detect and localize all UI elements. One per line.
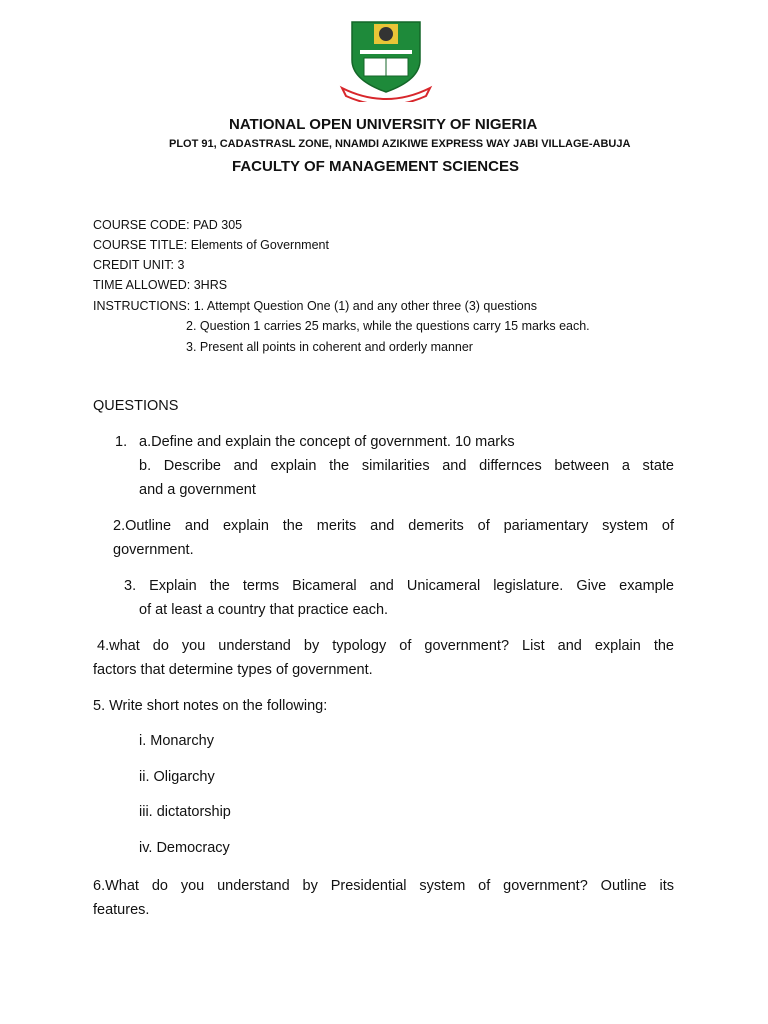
question-4-line-1: 4.what do you understand by typology of government? List and explain the — [97, 638, 674, 654]
question-4-line-2: factors that determine types of government. — [93, 662, 373, 678]
question-3 — [124, 574, 674, 622]
question-5-item: i. Monarchy — [139, 733, 214, 749]
question-1b-line-1: b. Describe and explain the similarities and differnces between a state — [139, 458, 674, 474]
instruction-3: 3. Present all points in coherent and orderly manner — [186, 340, 473, 354]
question-6-line-1: 6.What do you understand by Presidential system of government? Outline its — [93, 878, 674, 894]
question-2 — [113, 514, 674, 562]
question-6-line-2: features. — [93, 902, 150, 918]
question-5-item: iii. dictatorship — [139, 804, 231, 820]
instruction-2: 2. Question 1 carries 25 marks, while the questions carry 15 marks each. — [186, 319, 590, 333]
university-address: PLOT 91, CADASTRASL ZONE, NNAMDI AZIKIWE EXPRESS WAY JABI VILLAGE-ABUJA — [169, 138, 631, 150]
university-crest-logo — [338, 18, 434, 102]
question-4 — [93, 634, 674, 682]
questions-heading: QUESTIONS — [93, 398, 179, 414]
question-3-line-2: of at least a country that practice each. — [139, 602, 389, 618]
question-1b — [139, 454, 674, 502]
credit-unit: CREDIT UNIT: 3 — [93, 258, 185, 272]
question-5: 5. Write short notes on the following: — [93, 698, 328, 714]
faculty-name: FACULTY OF MANAGEMENT SCIENCES — [232, 158, 519, 175]
time-allowed: TIME ALLOWED: 3HRS — [93, 278, 228, 292]
question-1a: a.Define and explain the concept of government. 10 marks — [139, 434, 515, 450]
question-6 — [93, 874, 674, 922]
course-title: COURSE TITLE: Elements of Government — [93, 238, 329, 252]
question-1-number: 1. — [115, 434, 128, 450]
question-5-item: ii. Oligarchy — [139, 769, 215, 785]
question-3-line-1: 3. Explain the terms Bicameral and Unicameral legislature. Give example — [124, 578, 674, 594]
question-2-line-2: government. — [113, 542, 194, 558]
instruction-1: INSTRUCTIONS: 1. Attempt Question One (1) and any other three (3) questions — [93, 299, 537, 313]
course-code: COURSE CODE: PAD 305 — [93, 218, 243, 232]
question-5-item: iv. Democracy — [139, 840, 230, 856]
university-name: NATIONAL OPEN UNIVERSITY OF NIGERIA — [229, 116, 538, 133]
question-2-line-1: 2.Outline and explain the merits and demerits of pariamentary system of — [113, 518, 674, 534]
question-1b-line-2: and a government — [139, 482, 256, 498]
